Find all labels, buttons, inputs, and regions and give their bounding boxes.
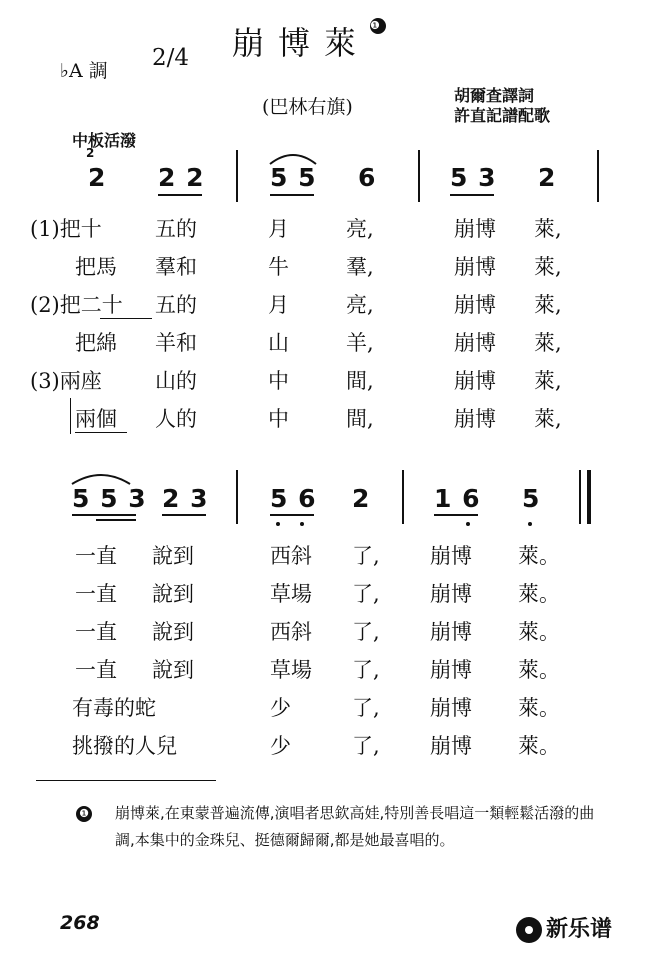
note-group: 2 2: [158, 163, 205, 192]
lyric-cell: 崩博: [454, 217, 496, 241]
lyric-cell: 亮,: [346, 217, 374, 241]
lyric-cell: 萊,: [534, 255, 562, 279]
lyric-cell: 草場: [270, 582, 312, 606]
bar-line: [418, 150, 420, 202]
lyric-cell: 了,: [352, 620, 380, 644]
lyric-cell: 崩博: [430, 582, 472, 606]
note-group: 2: [352, 484, 371, 513]
lyric-cell: 崩博: [430, 734, 472, 758]
lyric-cell: 月: [268, 217, 289, 241]
lyric-cell: 五的: [155, 217, 197, 241]
beam-line: [158, 194, 202, 196]
lyric-cell: 萊。: [518, 658, 560, 682]
underline: [100, 318, 152, 319]
final-bar-thin: [579, 470, 581, 524]
lyric-cell: 西斜: [270, 544, 312, 568]
bar-line: [402, 470, 404, 524]
note-group: 5 3: [450, 163, 497, 192]
lyric-cell: 挑撥的人兒: [72, 734, 177, 758]
site-logo: [516, 912, 612, 943]
low-octave-dot: [276, 522, 280, 526]
beam-line: [72, 514, 136, 516]
lyric-cell: 萊。: [518, 696, 560, 720]
lyric-cell: 了,: [352, 544, 380, 568]
low-octave-dot: [300, 522, 304, 526]
footnote-text: 崩博萊,在東蒙普遍流傳,演唱者思欽高娃,特別善長唱這一類輕鬆活潑的曲調,本集中的金珠兒、挺德爾歸爾,都是她最喜唱的。: [115, 804, 595, 849]
key-signature: ♭A 調: [60, 60, 108, 82]
lyric-cell: (1)把十: [30, 217, 102, 241]
low-octave-dot: [528, 522, 532, 526]
beam-line: [270, 194, 314, 196]
lyric-cell: 羣和: [155, 255, 197, 279]
low-octave-dot: [466, 522, 470, 526]
lyric-cell: 萊,: [534, 217, 562, 241]
beam-line: [96, 519, 136, 521]
lyric-cell: 崩博: [430, 696, 472, 720]
footnote-marker: [76, 806, 92, 825]
lyric-cell: 少: [270, 734, 291, 758]
tempo-marking: 中板活潑: [72, 131, 137, 150]
lyric-cell: 說到: [152, 658, 194, 682]
lyric-cell: 中: [268, 369, 289, 393]
credits: [454, 86, 550, 126]
bracket-line: [70, 398, 71, 434]
lyric-cell: 萊,: [534, 331, 562, 355]
lyric-translator: 胡爾査譯詞: [454, 86, 535, 105]
slur-mark: [268, 150, 318, 166]
lyric-cell: 萊。: [518, 620, 560, 644]
lyric-cell: 有毒的蛇: [72, 696, 156, 720]
lyric-cell: 牛: [268, 255, 289, 279]
note-group: 1 6: [434, 484, 481, 513]
lyric-cell: 萊。: [518, 544, 560, 568]
lyric-cell: 一直: [75, 620, 117, 644]
note-group: 2: [88, 163, 107, 192]
lyric-cell: 崩博: [454, 369, 496, 393]
beam-line: [434, 514, 478, 516]
time-signature: 2/4: [152, 45, 190, 71]
underline: [75, 432, 127, 433]
lyric-cell: 山的: [155, 369, 197, 393]
lyric-cell: 崩博: [454, 407, 496, 431]
lyric-cell: 萊,: [534, 407, 562, 431]
footnote-marker-glyph: ❶: [76, 806, 92, 822]
lyric-cell: 崩博: [430, 658, 472, 682]
bar-line: [236, 470, 238, 524]
lyric-cell: 一直: [75, 582, 117, 606]
lyric-cell: 羊,: [346, 331, 374, 355]
lyric-cell: 萊,: [534, 369, 562, 393]
record-disc-icon: [516, 917, 542, 943]
lyric-cell: 少: [270, 696, 291, 720]
song-title: [232, 18, 394, 64]
lyric-cell: 間,: [346, 407, 374, 431]
note-group: 5: [522, 484, 541, 513]
note-group: 2 3: [162, 484, 209, 513]
footnote-divider: [36, 780, 216, 781]
pickup-mark: 2: [86, 146, 95, 160]
lyric-cell: 一直: [75, 544, 117, 568]
lyric-cell: 了,: [352, 696, 380, 720]
lyric-cell: 崩博: [430, 544, 472, 568]
beam-line: [450, 194, 494, 196]
lyric-cell: 崩博: [454, 331, 496, 355]
lyric-cell: 西斜: [270, 620, 312, 644]
song-title-text: 崩博萊: [232, 24, 371, 62]
lyric-cell: 草場: [270, 658, 312, 682]
lyric-cell: 崩博: [454, 293, 496, 317]
lyric-cell: 崩博: [430, 620, 472, 644]
lyric-cell: 了,: [352, 734, 380, 758]
beam-line: [162, 514, 206, 516]
final-bar-thick: [587, 470, 591, 524]
lyric-cell: 了,: [352, 582, 380, 606]
lyric-cell: 人的: [155, 407, 197, 431]
note-group: 5 5 3: [72, 484, 147, 513]
region-label: (巴林右旗): [262, 96, 353, 118]
lyric-cell: 把綿: [75, 331, 117, 355]
logo-text: 新乐谱: [546, 917, 613, 942]
page-number: 268: [60, 912, 100, 934]
lyric-cell: 崩博: [454, 255, 496, 279]
lyric-cell: 月: [268, 293, 289, 317]
lyric-cell: 五的: [155, 293, 197, 317]
note-group: 6: [358, 163, 377, 192]
note-group: 2: [538, 163, 557, 192]
lyric-cell: 說到: [152, 620, 194, 644]
lyric-cell: 間,: [346, 369, 374, 393]
lyric-cell: 說到: [152, 582, 194, 606]
lyric-cell: 羣,: [346, 255, 374, 279]
beam-line: [270, 514, 314, 516]
lyric-cell: 萊。: [518, 582, 560, 606]
lyric-cell: (3)兩座: [30, 369, 102, 393]
lyric-cell: 一直: [75, 658, 117, 682]
title-footnote-marker: ❶: [370, 19, 394, 32]
lyric-cell: 羊和: [155, 331, 197, 355]
lyric-cell: 兩個: [75, 407, 117, 431]
lyric-cell: 山: [268, 331, 289, 355]
score-arranger: 許直記譜配歌: [454, 106, 551, 125]
bar-line: [236, 150, 238, 202]
lyric-cell: 了,: [352, 658, 380, 682]
note-group: 5 6: [270, 484, 317, 513]
lyric-cell: 中: [268, 407, 289, 431]
lyric-cell: (2)把二十: [30, 293, 123, 317]
note-group: 5 5: [270, 163, 317, 192]
bar-line: [597, 150, 599, 202]
lyric-cell: 萊,: [534, 293, 562, 317]
lyric-cell: 萊。: [518, 734, 560, 758]
lyric-cell: 亮,: [346, 293, 374, 317]
lyric-cell: 說到: [152, 544, 194, 568]
lyric-cell: 把馬: [75, 255, 117, 279]
